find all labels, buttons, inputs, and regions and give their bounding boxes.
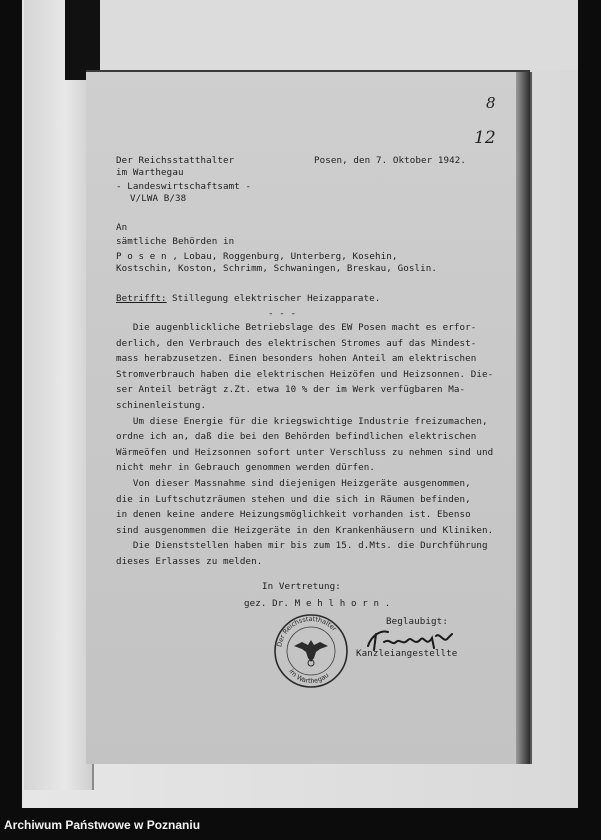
date-line: Posen, den 7. Oktober 1942. [314,155,467,166]
body-line: Um diese Energie für die kriegswichtige Industrie freizumachen, [116,415,488,427]
body-line: dieses Erlasses zu melden. [116,556,263,567]
svg-text:Der Reichsstatthalter: Der Reichsstatthalter [275,614,339,648]
body-line: ordne ich an, daß die bei den Behörden befindlichen elektrischen [116,431,477,443]
body-line: Stromverbrauch haben die elektrischen Heizöfen und Heizsonnen. Die- [116,368,494,380]
body-line: Wärmeöfen und Heizsonnen sofort unter Verschluss zu nehmen sind und [116,446,494,458]
underlying-page-top [90,0,578,70]
sender-line-1: Der Reichsstatthalter [116,155,235,166]
addressee-places-1: P o s e n , Lobau, Roggenburg, Unterberg, Kosehin, [116,251,398,262]
handwritten-folio-number: 12 [474,128,496,148]
body-line: mass herabzusetzen. Einen besonders hohen Anteil am elektrischen [116,353,477,365]
svg-text:im Warthegau: im Warthegau [287,667,331,686]
official-stamp [272,612,350,690]
sender-line-3: - Landeswirtschaftsamt - [116,181,252,192]
body-line: sind ausgenommen die Heizgeräte in den Krankenhäusern und Kliniken. [116,524,494,536]
closing-signatory: gez. Dr. M e h l h o r n . [244,598,391,609]
scan-right-border [578,0,601,808]
addressee-places-2: Kostschin, Koston, Schrimm, Schwaningen, Breskau, Goslin. [116,263,437,274]
addressee-line: sämtliche Behörden in [116,236,235,247]
body-line: Die augenblickliche Betriebslage des EW Posen macht es erfor- [116,322,477,333]
addressee-an: An [116,222,128,233]
sender-line-2: im Warthegau [116,167,184,178]
body-line: derlich, den Verbrauch des elektrischen Stromes auf das Mindest- [116,337,477,349]
binding-shadow [65,0,100,80]
page-edge-shadow [516,72,530,764]
closing-in-vertretung: In Vertretung: [262,581,341,592]
reference-number: V/LWA B/38 [130,193,187,204]
certified-label: Beglaubigt: [386,616,448,627]
subject-separator: - - - [268,308,297,319]
body-line: Die Dienststellen haben mir bis zum 15. d.Mts. die Durchführung [116,540,488,552]
scan-left-border [0,0,22,808]
certified-title: Kanzleiangestellte [356,648,458,659]
body-line: ser Anteil beträgt z.Zt. etwa 10 % der im Werk verfügbaren Ma- [116,384,466,396]
body-line: die in Luftschutzräumen stehen und die sich in Räumen befinden, [116,493,471,505]
left-binding-sheet [24,0,94,790]
body-line: in denen keine andere Heizungsmöglichkeit vorhanden ist. Ebenso [116,509,471,521]
subject-label: Betrifft: [116,293,167,304]
subject-text: Stillegung elektrischer Heizapparate. [172,293,381,304]
handwritten-mark: 8 [486,94,496,112]
body-line: schinenleistung. [116,400,207,411]
handwritten-signature [362,620,462,658]
archive-name: Archiwum Państwowe w Poznaniu [4,818,201,832]
body-line: nicht mehr in Gebrauch genommen werden dürfen. [116,462,376,474]
body-line: Von dieser Massnahme sind diejenigen Heizgeräte ausgenommen, [116,478,471,489]
